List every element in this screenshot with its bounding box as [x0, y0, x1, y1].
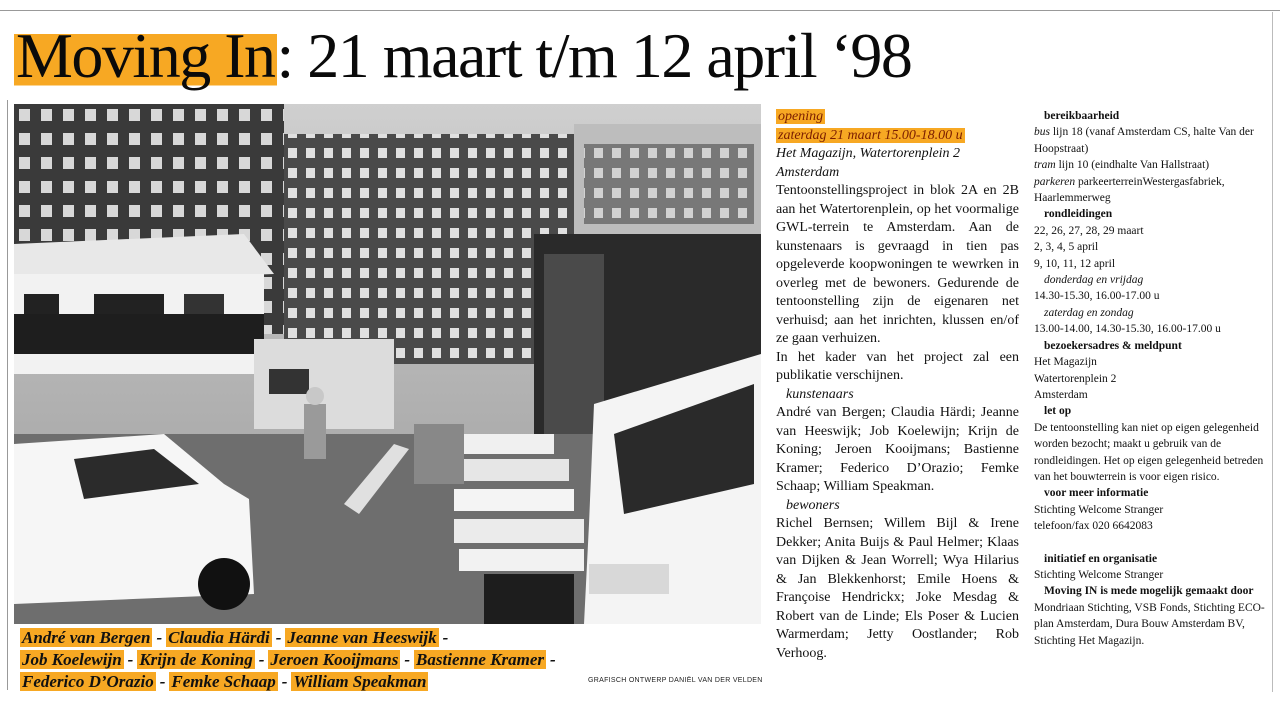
info-line-1: Stichting Welcome Stranger [1034, 503, 1164, 516]
artist-name: Jeroen Kooijmans [270, 650, 399, 669]
note-text: De tentoonstelling kan niet op eigen gelegenheid worden bezocht; maakt u gebruik van de rondleidingen. Het op eigen gelegenheid betreden van het bouwterrein is voor eigen risico. [1034, 421, 1264, 483]
parking-info [1034, 174, 1268, 207]
artist-name: Job Koelewijn [22, 650, 122, 669]
tour-dates-3: 9, 10, 11, 12 april [1034, 257, 1116, 270]
tours-heading: rondleidingen [1044, 208, 1113, 221]
spacer [1034, 535, 1268, 551]
note-heading: let op [1044, 405, 1072, 418]
parking-label: parkeren [1034, 175, 1076, 188]
artist-name: Krijn de Koning [139, 650, 253, 669]
bus-label: bus [1034, 126, 1050, 139]
main-text-column [776, 108, 1019, 663]
artist-name: André van Bergen [22, 628, 151, 647]
opening-label: opening [778, 109, 824, 124]
artist-name: Jeanne van Heeswijk [287, 628, 437, 647]
residents-heading: bewoners [786, 497, 840, 513]
artist-name: William Speakman [293, 672, 427, 691]
artist-name: Claudia Härdi [168, 628, 270, 647]
separator: - [550, 650, 556, 669]
weekday-times: 14.30-15.30, 16.00-17.00 u [1034, 290, 1160, 303]
org-text: Stichting Welcome Stranger [1034, 568, 1164, 581]
tram-info [1034, 157, 1268, 173]
title-dates: : 21 maart t/m 12 april ‘98 [276, 20, 912, 91]
visitor-heading: bezoekersadres & meldpunt [1044, 339, 1182, 352]
residents-list: Richel Bernsen; Willem Bijl & Irene Dekker; Anita Buijs & Paul Helmer; Klaas van Dijken & Jean Worrell; Wya Hilarius & Jan Blekkenhorst; Emile Hoens & Françoise Hendrickx; Joke Mesdag & Robert van de Linde; Els Poser & Lucien Warmerdam; Jetty Oostlander; Rob Verhoog. [776, 516, 1019, 661]
opening-date: zaterdag 21 maart 15.00-18.00 u [778, 127, 963, 143]
tour-dates-1: 22, 26, 27, 28, 29 maart [1034, 224, 1144, 237]
left-rule [7, 100, 8, 690]
separator: - [127, 650, 134, 669]
right-rule [1272, 12, 1273, 692]
sponsor-heading: Moving IN is mede mogelijk gemaakt door [1044, 585, 1254, 598]
weekend-times: 13.00-14.00, 14.30-15.30, 16.00-17.00 u [1034, 323, 1221, 336]
venue-line-2: Amsterdam [776, 164, 840, 180]
venue-line-1: Het Magazijn, Watertorenplein 2 [776, 146, 961, 161]
org-heading: initiatief en organisatie [1044, 552, 1158, 565]
info-column [1034, 108, 1268, 649]
artist-name: Bastienne Kramer [416, 650, 545, 669]
artists-heading: kunstenaars [786, 386, 854, 402]
publication-note: In het kader van het project zal een publikatie verschijnen. [776, 349, 1019, 383]
parking-text: parkeerterreinWestergasfabriek, Haarlemmerweg [1034, 175, 1225, 205]
credits-line-2 [20, 649, 620, 671]
tram-text: lijn 10 (eindhalte Van Hallstraat) [1058, 159, 1210, 172]
visitor-line-2: Watertorenplein 2 [1034, 372, 1117, 385]
info-line-2: telefoon/fax 020 6642083 [1034, 520, 1153, 533]
bus-info [1034, 124, 1268, 157]
top-rule [0, 10, 1280, 11]
tour-dates-2: 2, 3, 4, 5 april [1034, 241, 1099, 254]
artist-credits [20, 627, 620, 693]
artist-name: Federico D’Orazio [22, 672, 154, 691]
separator: - [281, 672, 288, 691]
separator: - [156, 628, 163, 647]
sponsor-text: Mondriaan Stichting, VSB Fonds, Stichting ECO-plan Amsterdam, Dura Bouw Amsterdam BV, Stichting Het Magazijn. [1034, 601, 1265, 647]
visitor-line-3: Amsterdam [1034, 388, 1088, 401]
construction-site-photo [14, 104, 761, 624]
design-credit: GRAFISCH ONTWERP DANIËL VAN DER VELDEN [588, 677, 763, 684]
separator: - [159, 672, 166, 691]
artists-list: André van Bergen; Claudia Härdi; Jeanne van Heeswijk; Job Koelewijn; Krijn de Koning; Jeroen Kooijmans; Bastienne Kramer; Federico D’Orazio; Femke Schaap; William Speakman. [776, 405, 1019, 494]
weekend-label: zaterdag en zondag [1044, 306, 1134, 319]
weekday-label: donderdag en vrijdag [1044, 274, 1144, 287]
separator: - [442, 628, 449, 647]
separator: - [275, 628, 282, 647]
visitor-line-1: Het Magazijn [1034, 356, 1097, 369]
info-heading: voor meer informatie [1044, 487, 1149, 500]
project-description: Tentoonstellingsproject in blok 2A en 2B aan het Watertorenplein, op het voormalige GWL-terrein te Amsterdam. Aan de kunstenaars is gevraagd in tien pas opgeleverde koopwoningen te wewrken in overleg met de bewoners. Gedurende de tentoonstelling zijn de eigenaren net verhuisd; aan het inrichten, klussen en/of ze gaan verhuizen. [776, 183, 1019, 346]
artist-name: Femke Schaap [171, 672, 276, 691]
page-title [14, 14, 911, 98]
separator: - [404, 650, 411, 669]
credits-line-3 [20, 671, 620, 693]
access-heading: bereikbaarheid [1044, 110, 1120, 122]
credits-line-1 [20, 627, 620, 649]
bus-text: lijn 18 (vanaf Amsterdam CS, halte Van der Hoopstraat) [1034, 126, 1254, 155]
tram-label: tram [1034, 159, 1056, 172]
title-highlight: Moving In [16, 20, 275, 91]
separator: - [258, 650, 265, 669]
